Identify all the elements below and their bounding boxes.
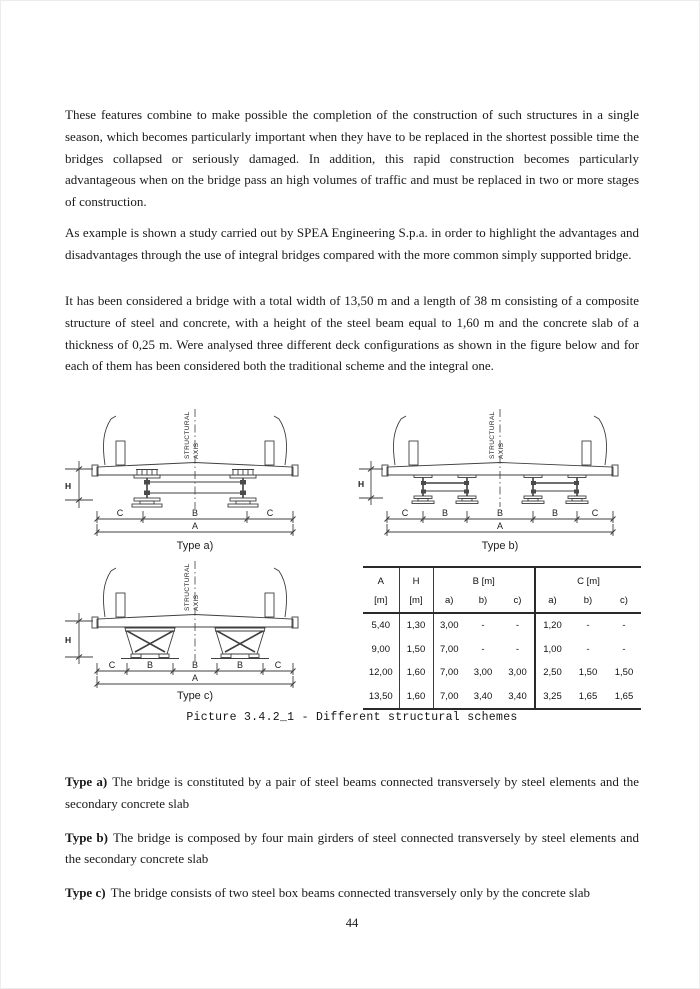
cell: 1,65: [578, 690, 598, 702]
cell: 1,50: [614, 667, 634, 679]
cell: 3,40: [501, 685, 535, 710]
dimension-row-a: [95, 673, 296, 688]
svg-text:AXIS: AXIS: [193, 594, 200, 611]
cell: 3,00: [473, 667, 493, 679]
cell: -: [586, 620, 590, 632]
guardrail-left: [103, 416, 116, 465]
svg-text:AXIS: AXIS: [193, 442, 200, 459]
svg-text:A: A: [191, 521, 199, 531]
barrier-post-right: [265, 441, 274, 465]
guardrail-left: [393, 416, 406, 465]
dimension-row-a: [385, 521, 616, 536]
barrier-post-left: [116, 593, 125, 617]
svg-text:STRUCTURAL: STRUCTURAL: [489, 411, 496, 459]
sub-header-b-a: a): [445, 594, 454, 606]
figure-type-b: [357, 403, 643, 552]
sub-header-c-b: b): [583, 594, 593, 606]
sub-header-c-c: c): [620, 594, 628, 606]
cell: -: [501, 613, 535, 638]
svg-text:B: B: [191, 508, 199, 518]
cell: 3,00: [501, 661, 535, 685]
figure-type-b-label: Type b): [481, 540, 519, 552]
svg-text:STRUCTURAL: STRUCTURAL: [184, 411, 191, 459]
barrier-post-right: [582, 441, 591, 465]
steel-girder-right: [228, 470, 258, 508]
dimension-row-a: [95, 521, 296, 536]
cell: -: [622, 643, 626, 655]
dimension-h: [65, 461, 93, 508]
cell: 1,60: [399, 661, 433, 685]
cell: 9,00: [363, 638, 399, 662]
page-number: 44: [345, 916, 359, 930]
table-row: [363, 661, 641, 685]
cell: 1,65: [614, 690, 634, 702]
figure-type-a-label: Type a): [176, 540, 214, 552]
col-unit-a: [m]: [363, 590, 399, 613]
table-row: [363, 613, 641, 638]
barrier-post-left: [409, 441, 418, 465]
cell: 1,50: [399, 638, 433, 662]
dimensions-table: [363, 566, 641, 710]
svg-text:C: C: [108, 660, 116, 670]
note-type-c-lead: Type c): [65, 885, 106, 901]
cell: -: [481, 643, 485, 655]
svg-text:AXIS: AXIS: [498, 442, 505, 459]
table-row: [363, 638, 641, 662]
steel-box-beam-left: [121, 628, 179, 659]
svg-text:B: B: [191, 660, 199, 670]
cell: 3,00: [440, 620, 459, 632]
svg-text:C: C: [401, 508, 409, 518]
paragraph-bridge-dimensions: It has been considered a bridge with a total width of 13,50 m and a length of 38 m consisting of a composite structure of steel and concrete, with a height of the steel beam equal to 1,60 m and the concrete slab of a thickness of 0,25 m. Were analysed three different deck configurations as shown in the figure below and for each of them has been considered both the traditional scheme and the integral one.: [65, 293, 639, 374]
bridge-cross-section-type-a-drawing: [59, 403, 331, 539]
barrier-post-right: [265, 593, 274, 617]
table-header-row-2: [363, 590, 641, 613]
svg-text:H: H: [358, 479, 365, 489]
svg-text:B: B: [146, 660, 154, 670]
cell: 1,30: [399, 613, 433, 638]
cell: 1,00: [543, 643, 562, 655]
sub-header-b-c: c): [501, 590, 535, 613]
cell: 7,00: [440, 643, 459, 655]
cell: 1,20: [543, 620, 562, 632]
svg-text:C: C: [116, 508, 124, 518]
sub-header-c-a: a): [548, 594, 557, 606]
dimension-h: [358, 461, 383, 505]
col-unit-h: [m]: [399, 590, 433, 613]
svg-text:B: B: [551, 508, 559, 518]
figure-type-c: [59, 557, 331, 702]
structural-axis-label: [184, 411, 200, 459]
guardrail-left: [103, 568, 116, 617]
cell: 1,60: [399, 685, 433, 710]
cell: 3,40: [473, 690, 493, 702]
cell: 7,00: [440, 690, 459, 702]
svg-text:A: A: [496, 521, 504, 531]
svg-text:H: H: [65, 635, 72, 645]
note-type-c-text: The bridge consists of two steel box beams connected transversely only by the concrete slab: [110, 885, 590, 901]
cell: -: [586, 643, 590, 655]
guardrail-right: [594, 416, 607, 465]
col-group-c: C [m]: [577, 575, 600, 587]
table-header-row-1: [363, 567, 641, 590]
note-type-b-lead: Type b): [65, 829, 108, 845]
note-type-b: [65, 827, 639, 871]
svg-text:C: C: [274, 660, 282, 670]
sub-header-b-b: b): [478, 594, 488, 606]
note-type-c: [65, 882, 639, 904]
svg-text:STRUCTURAL: STRUCTURAL: [184, 563, 191, 611]
cell: -: [481, 620, 485, 632]
structural-axis-label: [489, 411, 505, 459]
figure-type-c-label: Type c): [176, 690, 214, 702]
guardrail-right: [274, 568, 287, 617]
svg-text:A: A: [191, 673, 199, 683]
table-row: [363, 685, 641, 710]
col-header-a: A: [363, 567, 399, 590]
bridge-cross-section-type-b-drawing: [357, 403, 643, 539]
paragraph-construction-speed: These features combine to make possible the completion of the construction of such structures in a single season, which becomes particularly important when they have to be replaced in the shortest possible time the bridges collapsed or seriously damaged. In addition, this rapid construction becomes particularly advantageous when on the bridge pass an high volumes of traffic and must be replaced in two or more stages of construction.: [65, 107, 639, 210]
cell: 3,25: [543, 690, 562, 702]
figure-type-a: [59, 403, 331, 552]
dimension-h: [65, 613, 93, 664]
cell: 2,50: [543, 667, 562, 679]
structural-axis-label: [184, 563, 200, 611]
picture-caption: Picture 3.4.2_1 - Different structural schemes: [186, 711, 518, 724]
cell: 12,00: [363, 661, 399, 685]
steel-box-beam-right: [211, 628, 269, 659]
bridge-cross-section-type-c-drawing: [59, 557, 331, 689]
svg-text:B: B: [236, 660, 244, 670]
cell: -: [501, 638, 535, 662]
col-group-b: B [m]: [433, 567, 535, 590]
note-type-b-text: The bridge is composed by four main girders of steel connected transversely by steel elements and the secondary concrete slab: [65, 829, 639, 867]
cell: -: [622, 620, 626, 632]
scheme-notes: [65, 771, 639, 916]
svg-text:C: C: [266, 508, 274, 518]
cell: 5,40: [363, 613, 399, 638]
svg-text:H: H: [65, 481, 72, 491]
barrier-post-left: [116, 441, 125, 465]
note-type-a-lead: Type a): [65, 774, 108, 789]
note-type-a-text: The bridge is constituted by a pair of steel beams connected transversely by steel elements and the secondary concrete slab: [65, 774, 639, 811]
svg-text:C: C: [591, 508, 599, 518]
guardrail-right: [274, 416, 287, 465]
paragraph-spea-study: As example is shown a study carried out by SPEA Engineering S.p.a. in order to highlight the advantages and disadvantages through the use of integral bridges compared with the more common simply supported bridge.: [65, 225, 639, 262]
cell: 13,50: [363, 685, 399, 710]
svg-text:B: B: [496, 508, 504, 518]
cell: 1,50: [578, 667, 598, 679]
cell: 7,00: [440, 667, 459, 679]
svg-text:B: B: [441, 508, 449, 518]
steel-girder-left: [132, 470, 162, 508]
note-type-a: [65, 771, 639, 815]
col-header-h: H: [399, 567, 433, 590]
